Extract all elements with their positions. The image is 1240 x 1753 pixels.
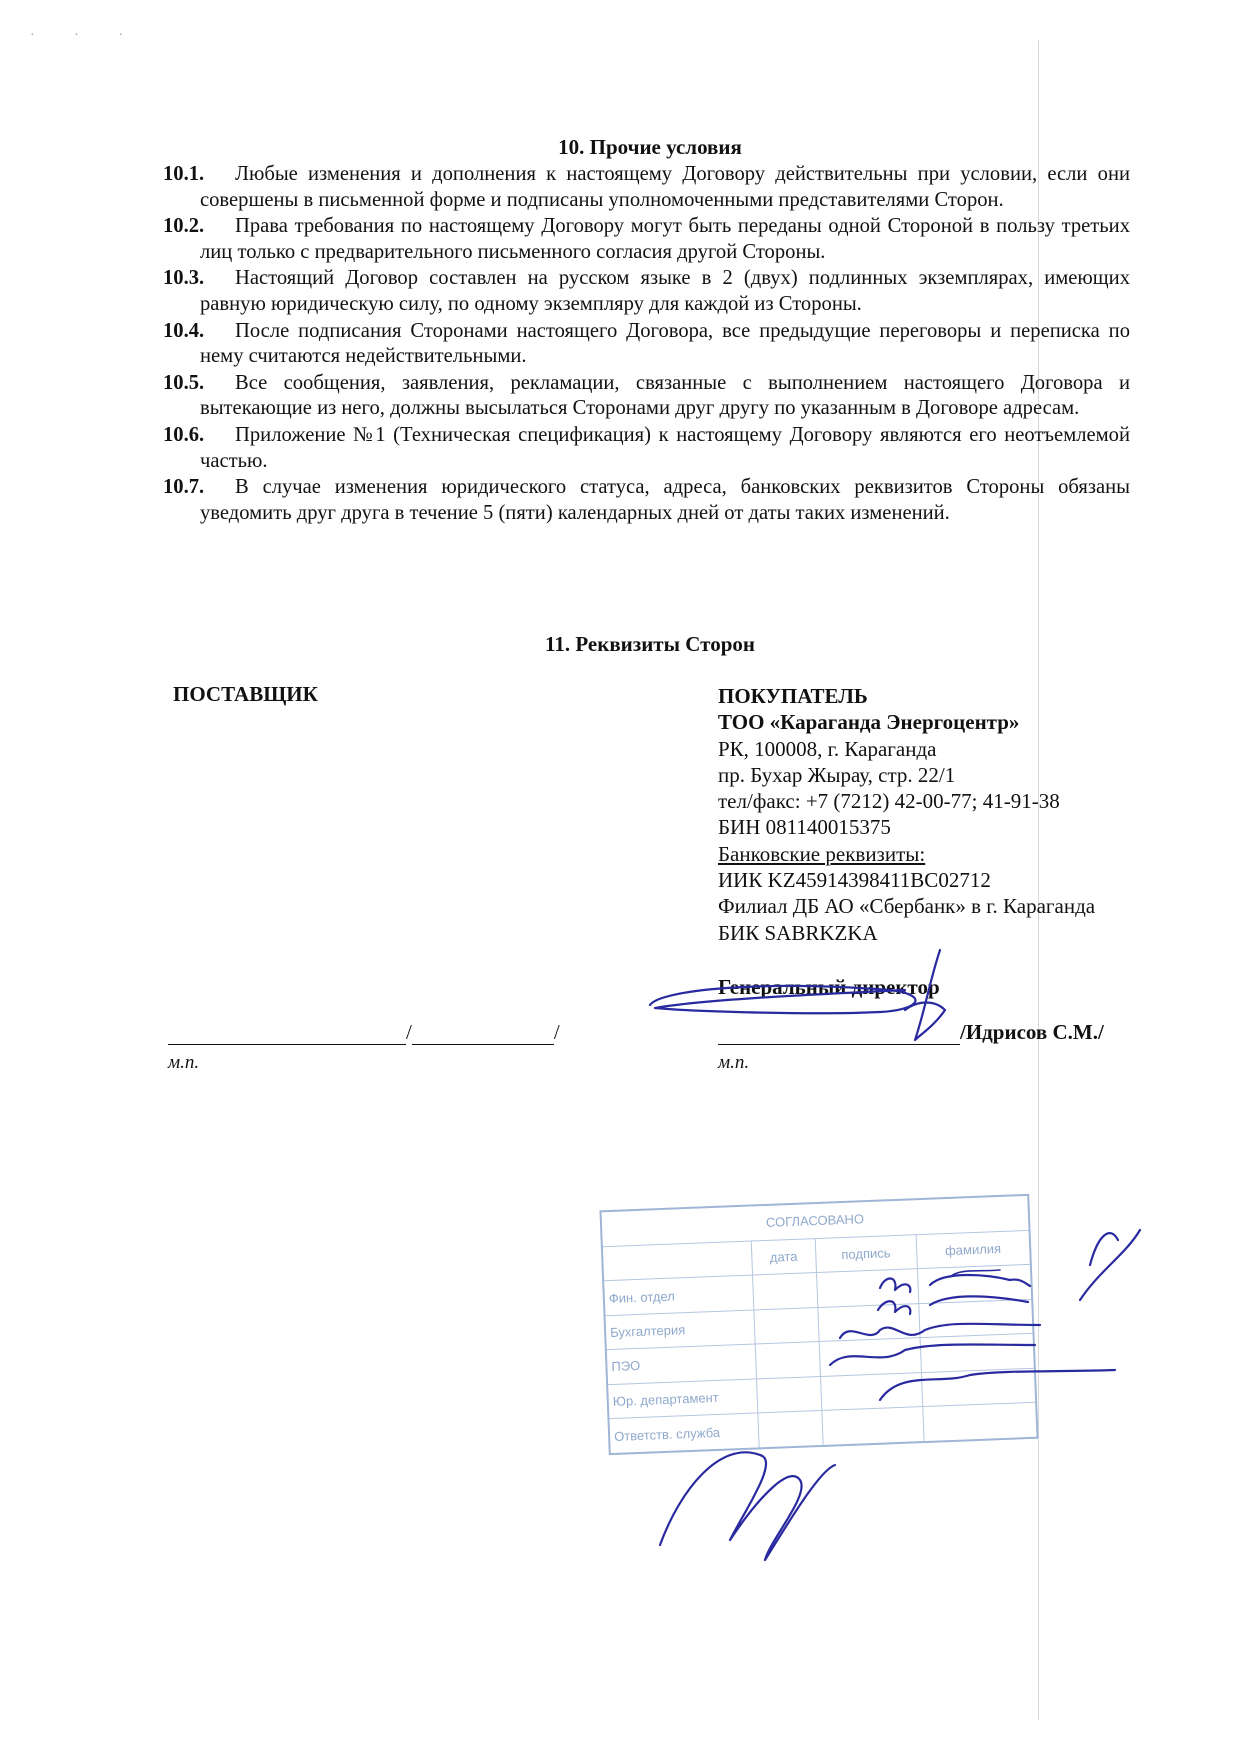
clause-number: 10.2. <box>163 215 205 238</box>
bank-details-heading: Банковские реквизиты: <box>718 841 926 866</box>
clause-number: 10.5. <box>163 371 205 394</box>
stamp-title: СОГЛАСОВАНО <box>600 1195 1029 1247</box>
buyer-bin: БИН 081140015375 <box>718 815 891 840</box>
buyer-name: ТОО «Караганда Энергоцентр» <box>718 710 1020 735</box>
clause-text: Права требования по настоящему Договору могут быть переданы одной Стороной в пользу третьих лиц только с предварительного письменного согласия другой Стороны. <box>200 215 1130 263</box>
buyer-phone: тел/факс: +7 (7212) 42-00-77; 41-91-38 <box>718 789 1060 814</box>
clause <box>163 475 1130 526</box>
clause <box>163 162 1130 213</box>
signature-separator: / <box>553 1020 560 1044</box>
buyer-address-line: пр. Бухар Жырау, стр. 22/1 <box>718 762 956 787</box>
buyer-signature-line <box>718 1020 1104 1045</box>
buyer-address-line: РК, 100008, г. Караганда <box>718 736 937 761</box>
clause <box>163 423 1130 474</box>
buyer-bank-name: Филиал ДБ АО «Сбербанк» в г. Караганда <box>718 894 1096 919</box>
clause <box>163 319 1130 370</box>
clause-text: Приложение №1 (Техническая спецификация) к настоящему Договору являются его неотъемлемой частью. <box>200 423 1130 472</box>
clause-text: Все сообщения, заявления, рекламации, связанные с выполнением настоящего Договора и вытекающие из него, должны высылаться Сторонами друг другу по указанным в Договоре адресам. <box>200 371 1130 420</box>
approval-table <box>599 1194 1038 1455</box>
signature-separator: / <box>406 1020 412 1044</box>
clause-text: В случае изменения юридического статуса, адреса, банковских реквизитов Стороны обязаны уведомить друг друга в течение 5 (пяти) календарных дней от даты таких изменений. <box>200 476 1130 524</box>
clause-list <box>163 162 1130 527</box>
supplier-heading: ПОСТАВЩИК <box>173 682 318 706</box>
buyer-iik: ИИК KZ45914398411BC02712 <box>718 868 991 893</box>
clause-text: Настоящий Договор составлен на русском языке в 2 (двух) подлинных экземплярах, имеющих равную юридическую силу, по одному экземпляру для каждой из Стороны. <box>200 267 1130 315</box>
section-title: 11. Реквизиты Сторон <box>545 632 755 656</box>
buyer-heading: ПОКУПАТЕЛЬ <box>718 684 868 708</box>
stamp-column-header: фамилия <box>916 1230 1031 1269</box>
signatory-name: /Идрисов С.М./ <box>960 1020 1104 1044</box>
signatory-position: Генеральный директор <box>718 974 940 999</box>
scan-artifact: · · · <box>30 28 141 43</box>
stamp-row-label: Фин. отдел <box>603 1275 754 1315</box>
stamp-place-label: м.п. <box>168 1052 200 1073</box>
section-title: 10. Прочие условия <box>558 135 742 159</box>
stamp-row-label: Юр. департамент <box>607 1379 758 1419</box>
approval-stamp <box>599 1194 1038 1455</box>
clause-number: 10.4. <box>163 319 205 342</box>
stamp-row-label: ПЭО <box>606 1344 757 1384</box>
supplier-signature-line <box>168 1020 560 1045</box>
clause-number: 10.6. <box>163 423 205 446</box>
clause-number: 10.3. <box>163 267 205 290</box>
buyer-details <box>718 683 1095 1000</box>
clause <box>163 266 1130 317</box>
clause-text: Любые изменения и дополнения к настоящему Договору действительны при условии, если они совершены в письменной форме и подписаны уполномоченными представителями Сторон. <box>200 163 1130 211</box>
clause-text: После подписания Сторонами настоящего Договора, все предыдущие переговоры и переписка по нему считаются недействительными. <box>200 319 1130 368</box>
large-signature <box>660 1452 835 1560</box>
clause-number: 10.1. <box>163 163 205 185</box>
stamp-column-header: дата <box>751 1239 816 1276</box>
stamp-place-label: м.п. <box>718 1052 750 1073</box>
stamp-column-header: подпись <box>815 1235 917 1273</box>
clause <box>163 214 1130 265</box>
approval-signature <box>1080 1230 1140 1300</box>
clause-number: 10.7. <box>163 476 205 499</box>
stamp-row-label: Бухгалтерия <box>604 1310 755 1350</box>
buyer-bik: БИК SABRKZKA <box>718 920 878 945</box>
clause <box>163 371 1130 422</box>
stamp-row-label: Ответств. служба <box>608 1413 759 1454</box>
